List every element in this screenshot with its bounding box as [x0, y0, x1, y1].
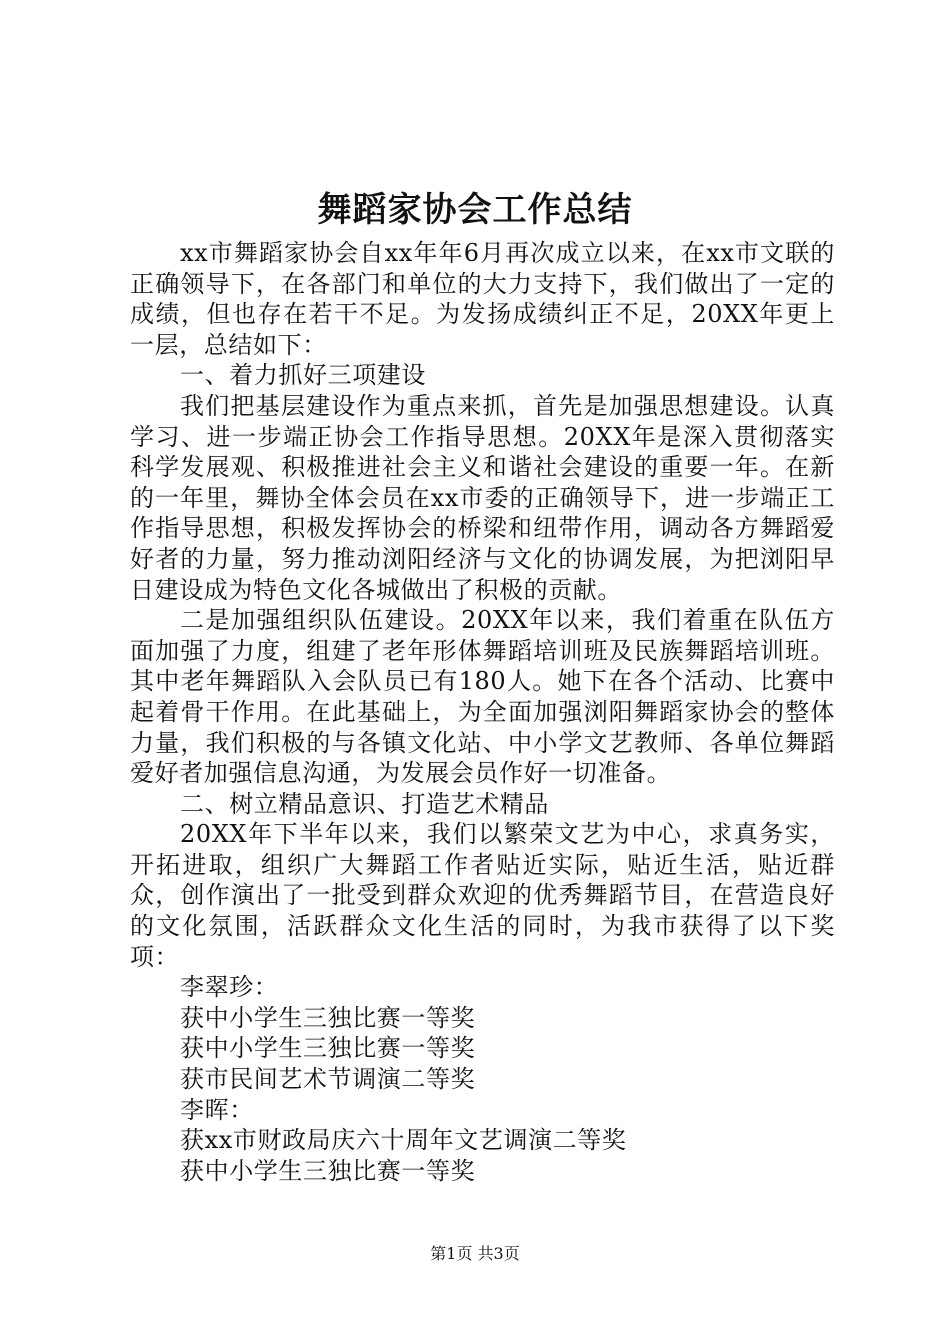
document-title: 舞蹈家协会工作总结	[317, 190, 633, 230]
award-item: 获中小学生三独比赛一等奖	[180, 1003, 476, 1032]
award-item: 获xx市财政局庆六十周年文艺调演二等奖	[180, 1126, 627, 1155]
intro-paragraph: xx市舞蹈家协会自xx年年6月再次成立以来，在xx市文联的正确领导下，在各部门和单位的大力支持下，我们做出了一定的成绩，但也存在若干不足。为发扬成绩纠正不足，20XX年更上一层，总结如下：	[130, 239, 835, 359]
award-item: 获中小学生三独比赛一等奖	[180, 1156, 476, 1185]
body-paragraph: 我们把基层建设作为重点来抓，首先是加强思想建设。认真学习、进一步端正协会工作指导思想。20XX年是深入贯彻落实科学发展观、积极推进社会主义和谐社会建设的重要一年。在新的一年里，舞协全体会员在xx市委的正确领导下，进一步端正工作指导思想，积极发挥协会的桥梁和纽带作用，调动各方舞蹈爱好者的力量，努力推动浏阳经济与文化的协调发展，为把浏阳早日建设成为特色文化各城做出了积极的贡献。	[130, 391, 835, 604]
award-item: 获市民间艺术节调演二等奖	[180, 1065, 476, 1094]
document-body	[130, 238, 835, 1186]
award-item: 获中小学生三独比赛一等奖	[180, 1034, 476, 1063]
awardee-name: 李翠珍：	[180, 973, 279, 1002]
section-heading-2: 二、树立精品意识、打造艺术精品	[180, 789, 549, 818]
page-number: 第1页 共3页	[430, 1244, 520, 1263]
body-paragraph: 二是加强组织队伍建设。20XX年以来，我们着重在队伍方面加强了力度，组建了老年形体舞蹈培训班及民族舞蹈培训班。其中老年舞蹈队入会队员已有180人。她下在各个活动、比赛中起着骨干作用。在此基础上，为全面加强浏阳舞蹈家协会的整体力量，我们积极的与各镇文化站、中小学文艺教师、各单位舞蹈爱好者加强信息沟通，为发展会员作好一切准备。	[130, 606, 835, 788]
page-footer	[0, 1243, 950, 1265]
section-heading-1: 一、着力抓好三项建设	[180, 361, 426, 390]
awardee-name: 李晖：	[180, 1095, 254, 1124]
body-paragraph: 20XX年下半年以来，我们以繁荣文艺为中心，求真务实，开拓进取，组织广大舞蹈工作者贴近实际，贴近生活，贴近群众，创作演出了一批受到群众欢迎的优秀舞蹈节目，在营造良好的文化氛围，活跃群众文化生活的同时，为我市获得了以下奖项：	[130, 820, 835, 971]
